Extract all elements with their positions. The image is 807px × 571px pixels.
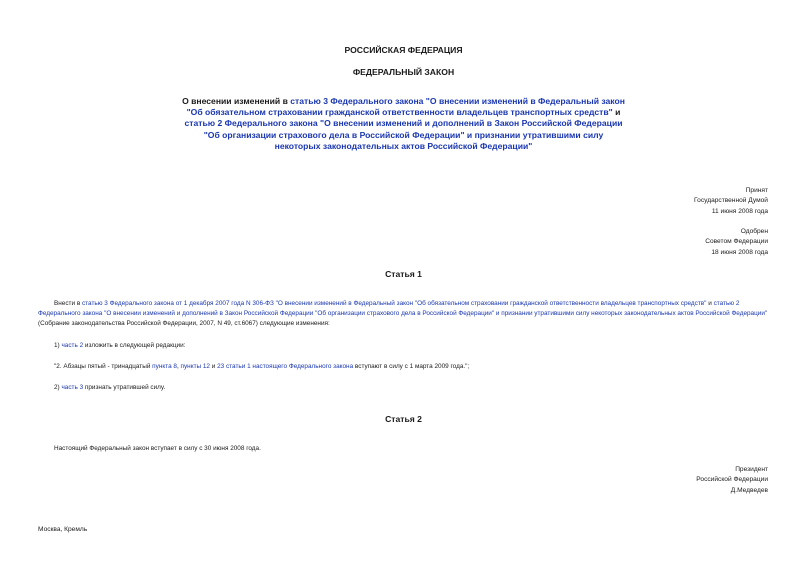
article-2-text: Настоящий Федеральный закон вступает в силу с 30 июня 2008 года. [54,445,261,452]
quote-link-points-12[interactable]: пункты 12 [180,363,210,370]
place-of-signing: Москва, Кремль [38,526,88,533]
item-1-num: 1) [54,342,62,349]
item-1 [54,341,772,351]
quote-sep-1: , [176,363,181,370]
signature-name: Д.Медведев [730,486,768,494]
signature-country: Российской Федерации [696,476,768,484]
quote-link-this-law[interactable]: настоящего Федерального закона [252,363,354,370]
adopted-date: 11 июня 2008 года [711,207,768,215]
article-1-paragraph [38,299,772,330]
item-1-text: изложить в следующей редакции: [83,342,186,349]
item-2 [54,383,772,393]
quote-link-article-1[interactable]: 23 статьи 1 [217,363,251,370]
approved-block [568,227,768,258]
item-1-link[interactable]: часть 2 [61,342,84,349]
signature-block [568,465,768,496]
article-1-heading: Статья 1 [385,269,422,279]
adopted-block [568,186,768,217]
p1-text-c: (Собрание законодательства Российской Федерации, 2007, N 49, ст.6067) следующие изменения: [38,320,330,328]
item-2-text: признать утратившей силу. [83,384,166,391]
p1-link-article-2[interactable]: статью 2 Федерального закона "О внесении изменений и дополнений в Закон Российской Федерации "Об организации страхового дела в Российской Федерации" и признании утратившими силу некоторых законодательных актов Российской Федерации" [38,300,768,318]
p1-link-article-3[interactable]: статью 3 Федерального закона от 1 декабря 2007 года N 306-ФЗ "О внесении изменений в Федеральный закон "Об обязательном страховании гражданской ответственности владельцев транспортных средств" [81,300,707,307]
item-2-link[interactable]: часть 3 [61,384,84,391]
title-link-article-2[interactable]: статью 2 Федерального закона "О внесении изменений и дополнений в Закон Российской Федерации "Об организации страхового дела в Российской Федерации" и признании утратившими силу некоторых законодательных актов Российской Федерации" [184,118,623,151]
approved-date: 18 июня 2008 года [711,248,768,256]
approved-line: Одобрен [740,228,768,235]
doc-type-heading: ФЕДЕРАЛЬНЫЙ ЗАКОН [352,67,455,77]
quote-text-a: "2. Абзацы пятый - тринадцатый [54,363,153,370]
article-2-heading: Статья 2 [385,414,422,424]
law-title [180,96,627,152]
quoted-text [54,362,772,372]
adopted-line: Принят [745,187,768,194]
quote-text-b: вступают в силу с 1 марта 2009 года."; [353,363,470,370]
title-link-article-3[interactable]: статью 3 Федерального закона "О внесении изменений в Федеральный закон "Об обязательном страховании гражданской ответственности владельцев транспортных средств" [186,96,625,118]
country-heading: РОССИЙСКАЯ ФЕДЕРАЦИЯ [344,45,463,55]
adopted-body: Государственной Думой [694,197,768,205]
p1-text-a: Внести в [54,300,82,307]
quote-link-point-8[interactable]: пункта 8 [152,363,177,370]
item-2-num: 2) [54,384,62,391]
approved-body: Советом Федерации [705,238,768,246]
p1-text-b: и [706,300,714,307]
signature-title: Президент [735,466,768,473]
quote-sep-2: и [210,363,218,370]
title-prefix: О внесении изменений в [182,96,291,106]
title-mid: и [612,107,621,118]
